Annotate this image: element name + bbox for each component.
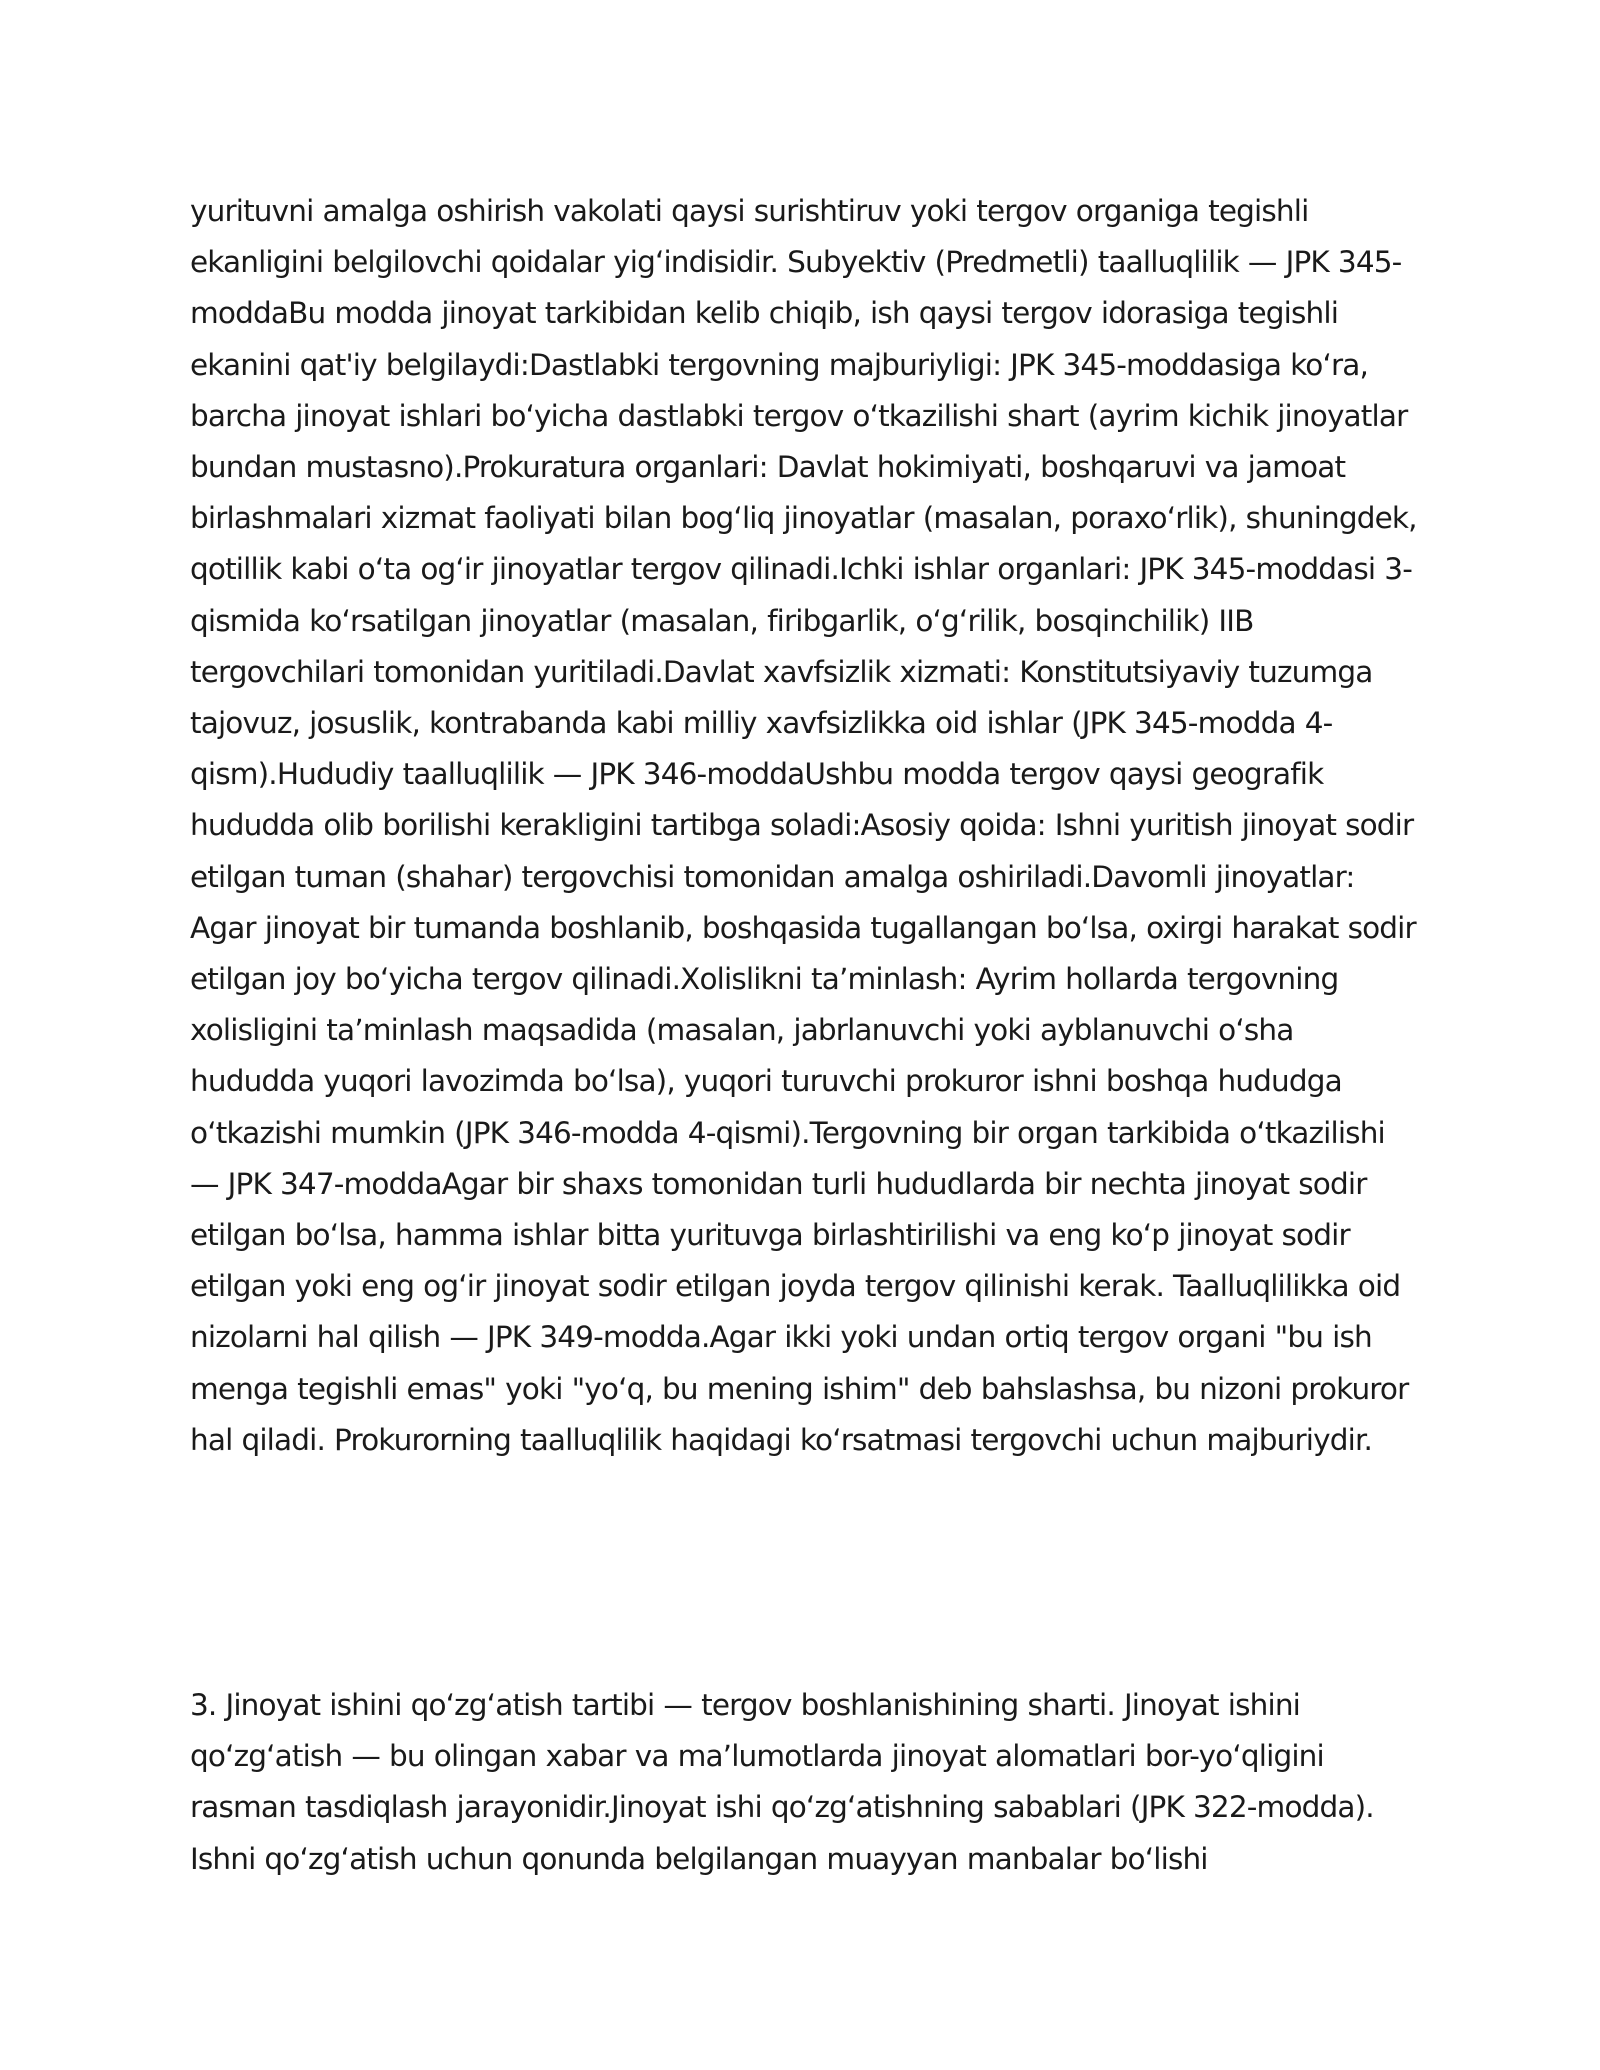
body-paragraph: yurituvni amalga oshirish vakolati qaysi surishtiruv yoki tergov organiga tegishli ekanligini belgilovchi qoidalar yig‘indisidir. Subyektiv (Predmetli) taalluqlilik — JPK 345-moddaBu modda jinoyat tarkibidan kelib chiqib, ish qaysi tergov idorasiga tegishli ekanini qat'iy belgilaydi:Dastlabki tergovning majburiyligi: JPK 345-moddasiga ko‘ra, barcha jinoyat ishlari bo‘yicha dastlabki tergov o‘tkazilishi shart (ayrim kichik jinoyatlar bundan mustasno).Prokuratura organlari: Davlat hokimiyati, boshqaruvi va jamoat birlashmalari xizmat faoliyati bilan bog‘liq jinoyatlar (masalan, poraxo‘rlik), shuningdek, qotillik kabi o‘ta og‘ir jinoyatlar tergov qilinadi.Ichki ishlar organlari: JPK 345-moddasi 3-qismida ko‘rsatilgan jinoyatlar (masalan, firibgarlik, o‘g‘rilik, bosqinchilik) IIB tergovchilari tomonidan yuritiladi.Davlat xavfsizlik xizmati: Konstitutsiyaviy tuzumga tajovuz, josuslik, kontrabanda kabi milliy xavfsizlikka oid ishlar (JPK 345-modda 4-qism).Hududiy taalluqlilik — JPK 346-moddaUshbu modda tergov qaysi geografik hududda olib borilishi kerakligini tartibga soladi:Asosiy qoida: Ishni yuritish jinoyat sodir etilgan tuman (shahar) tergovchisi tomonidan amalga oshiriladi.Davomli jinoyatlar: Agar jinoyat bir tumanda boshlanib, boshqasida tugallangan bo‘lsa, oxirgi harakat sodir etilgan joy bo‘yicha tergov qilinadi.Xolislikni ta’minlash: Ayrim hollarda tergovning xolisligini ta’minlash maqsadida (masalan, jabrlanuvchi yoki ayblanuvchi o‘sha hududda yuqori lavozimda bo‘lsa), yuqori turuvchi prokuror ishni boshqa hududga o‘tkazishi mumkin (JPK 346-modda 4-qismi).Tergovning bir organ tarkibida o‘tkazilishi — JPK 347-moddaAgar bir shaxs tomonidan turli hududlarda bir nechta jinoyat sodir etilgan bo‘lsa, hamma ishlar bitta yurituvga birlashtirilishi va eng ko‘p jinoyat sodir etilgan yoki eng og‘ir jinoyat sodir etilgan joyda tergov qilinishi kerak. Taalluqlilikka oid nizolarni hal qilish — JPK 349-modda.Agar ikki yoki undan ortiq tergov organi "bu ish menga tegishli emas" yoki "yo‘q, bu mening ishim" deb bahslashsa, bu nizoni prokuror hal qiladi. Prokurorning taalluqlilik haqidagi ko‘rsatmasi tergovchi uchun majburiydir.	[190, 194, 1417, 1457]
body-paragraph-section-3: 3. Jinoyat ishini qo‘zg‘atish tartibi — tergov boshlanishining sharti. Jinoyat ishini qo‘zg‘atish — bu olingan xabar va ma’lumotlarda jinoyat alomatlari bor-yo‘qligini rasman tasdiqlash jarayonidir.Jinoyat ishi qo‘zg‘atishning sabablari (JPK 322-modda). Ishni qo‘zg‘atish uchun qonunda belgilangan muayyan manbalar bo‘lishi	[190, 1688, 1374, 1876]
